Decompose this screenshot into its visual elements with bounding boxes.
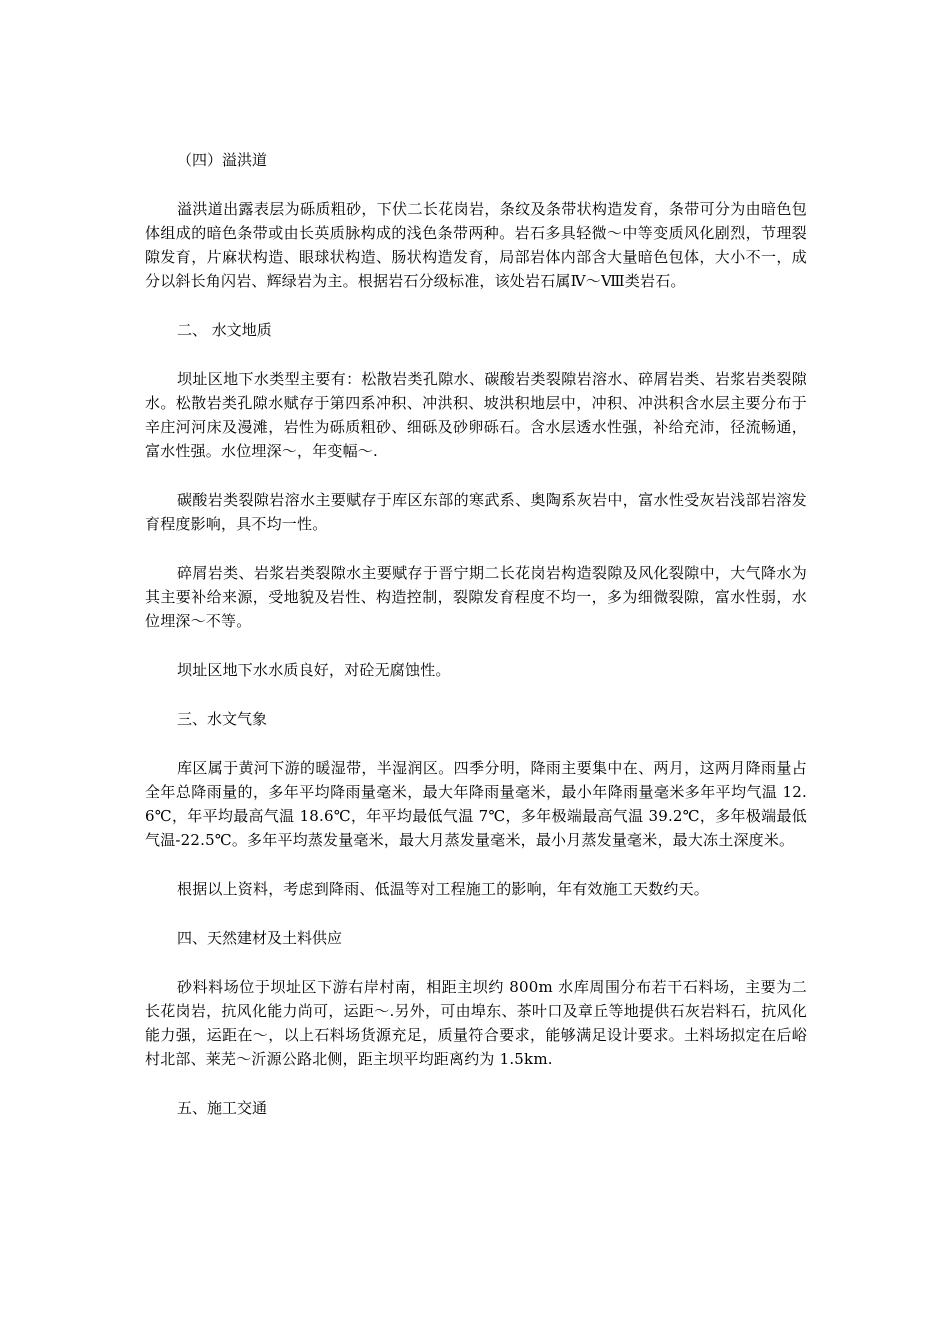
paragraph-water-quality: 坝址区地下水水质良好，对砼无腐蚀性。 xyxy=(177,661,451,679)
document-body xyxy=(145,148,807,1145)
paragraph-material-sources: 砂料料场位于坝址区下游右岸村南，相距主坝约 800m 水库周围分布若干石料场，主要为二长花岗岩，抗风化能力尚可，运距～.另外，可由埠东、茶叶口及章丘等地提供石灰岩料石，抗风化能力强，运距在～，以上石料场货源充足，质量符合要求，能够满足设计要求。土料场拟定在后峪村北部、莱芜～沂源公路北侧，距主坝平均距离约为 1.5km. xyxy=(145,978,807,1068)
paragraph-fissure-water: 碎屑岩类、岩浆岩类裂隙水主要赋存于晋宁期二长花岗岩构造裂隙及风化裂隙中，大气降水为其主要补给来源，受地貌及岩性、构造控制，裂隙发育程度不均一，多为细微裂隙，富水性弱，水位埋深～不等。 xyxy=(145,564,807,630)
paragraph-climate: 库区属于黄河下游的暖湿带，半湿润区。四季分明，降雨主要集中在、两月，这两月降雨量占全年总降雨量的，多年平均降雨量毫米，最大年降雨量毫米，最小年降雨量毫米多年平均气温 12.6℃，年平均最高气温 18.6℃，年平均最低气温 7℃，多年极端最高气温 39.2℃，多年极端最低气温-22.5℃。多年平均蒸发量毫米，最大月蒸发量毫米，最小月蒸发量毫米，最大冻土深度米。 xyxy=(145,759,807,849)
paragraph-spillway-geology: 溢洪道出露表层为砾质粗砂，下伏二长花岗岩，条纹及条带状构造发育，条带可分为由暗色包体组成的暗色条带或由长英质脉构成的浅色条带两种。岩石多具轻微～中等变质风化剧烈，节理裂隙发育，片麻状构造、眼球状构造、肠状构造发育，局部岩体内部含大量暗色包体，大小不一，成分以斜长角闪岩、辉绿岩为主。根据岩石分级标准，该处岩石属Ⅳ～Ⅷ类岩石。 xyxy=(145,200,807,290)
paragraph-karst-water: 碳酸岩类裂隙岩溶水主要赋存于库区东部的寒武系、奥陶系灰岩中，富水性受灰岩浅部岩溶发育程度影响，具不均一性。 xyxy=(145,491,807,533)
section-heading-construction-traffic: 五、施工交通 xyxy=(177,1099,268,1117)
section-heading-hydrometeorology: 三、水文气象 xyxy=(177,710,268,728)
paragraph-groundwater-types: 坝址区地下水类型主要有：松散岩类孔隙水、碳酸岩类裂隙岩溶水、碎屑岩类、岩浆岩类裂隙水。松散岩类孔隙水赋存于第四系冲积、冲洪积、坡洪积地层中，冲积、冲洪积含水层主要分布于辛庄河河床及漫滩，岩性为砾质粗砂、细砾及砂卵砾石。含水层透水性强，补给充沛，径流畅通，富水性强。水位埋深～，年变幅～. xyxy=(145,370,807,460)
section-heading-materials: 四、天然建材及土料供应 xyxy=(177,929,343,947)
section-heading-spillway: （四）溢洪道 xyxy=(177,151,268,169)
section-heading-hydrogeology: 二、 水文地质 xyxy=(177,321,272,339)
paragraph-construction-days: 根据以上资料，考虑到降雨、低温等对工程施工的影响，年有效施工天数约天。 xyxy=(177,880,710,898)
